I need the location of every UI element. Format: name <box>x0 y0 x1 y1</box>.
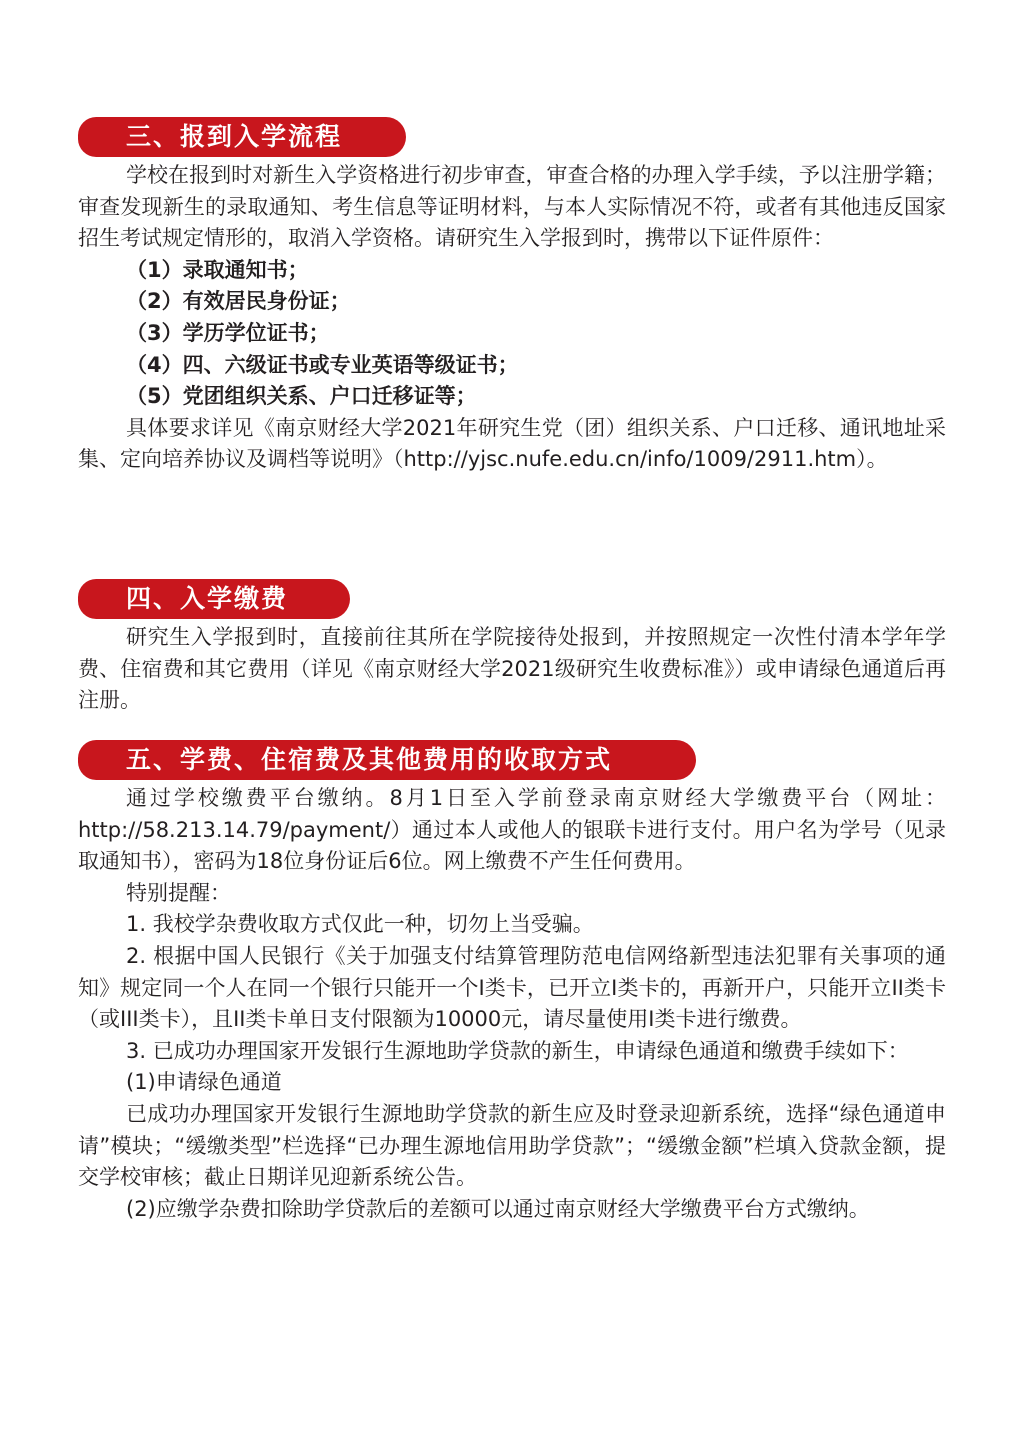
reminder-item: 1. 我校学杂费收取方式仅此一种，切勿上当受骗。 <box>126 912 594 937</box>
section-body <box>78 783 946 1225</box>
section-heading: 三、报到入学流程 <box>78 117 406 157</box>
section-heading: 五、学费、住宿费及其他费用的收取方式 <box>78 740 696 780</box>
reminder-item: 2. 根据中国人民银行《关于加强支付结算管理防范电信网络新型违法犯罪有关事项的通知》规定同一个人在同一个银行只能开一个I类卡，已开立I类卡的，再新开户，只能开立II类卡（或III类卡），且II类卡单日支付限额为10000元，请尽量使用I类卡进行缴费。 <box>78 943 946 1032</box>
section-heading: 四、入学缴费 <box>78 579 350 619</box>
list-item: （4）四、六级证书或专业英语等级证书； <box>126 352 519 377</box>
section-body <box>78 622 946 717</box>
list-item: （5）党团组织关系、户口迁移证等； <box>126 384 477 409</box>
paragraph: 通过学校缴费平台缴纳。8月1日至入学前登录南京财经大学缴费平台（网址：http://58.213.14.79/payment/）通过本人或他人的银联卡进行支付。用户名为学号（见录取通知书），密码为18位身份证后6位。网上缴费不产生任何费用。 <box>78 786 946 874</box>
paragraph: 研究生入学报到时，直接前往其所在学院接待处报到，并按照规定一次性付清本学年学费、住宿费和其它费用（详见《南京财经大学2021级研究生收费标准》）或申请绿色通道后再注册。 <box>78 625 946 713</box>
step-title: (1)申请绿色通道 <box>126 1070 282 1095</box>
reminder-title: 特别提醒： <box>126 880 231 905</box>
paragraph: (2)应缴学杂费扣除助学贷款后的差额可以通过南京财经大学缴费平台方式缴纳。 <box>126 1196 870 1221</box>
list-item: （2）有效居民身份证； <box>126 289 351 314</box>
section-fee-collection <box>0 740 1024 1225</box>
paragraph: 已成功办理国家开发银行生源地助学贷款的新生应及时登录迎新系统，选择“绿色通道申请”模块；“缓缴类型”栏选择“已办理生源地信用助学贷款”；“缓缴金额”栏填入贷款金额，提交学校审核；截止日期详见迎新系统公告。 <box>78 1101 946 1190</box>
paragraph: 具体要求详见《南京财经大学2021年研究生党（团）组织关系、户口迁移、通讯地址采集、定向培养协议及调档等说明》（http://yjsc.nufe.edu.cn/info/1009/2911.htm）。 <box>78 415 946 472</box>
reminder-item: 3. 已成功办理国家开发银行生源地助学贷款的新生，申请绿色通道和缴费手续如下： <box>126 1038 909 1063</box>
section-body <box>78 160 946 476</box>
list-item: （1）录取通知书； <box>126 257 309 282</box>
list-item: （3）学历学位证书； <box>126 320 330 345</box>
section-fee-payment <box>0 579 1024 717</box>
section-enrollment-process <box>0 117 1024 476</box>
paragraph: 学校在报到时对新生入学资格进行初步审查，审查合格的办理入学手续，予以注册学籍；审查发现新生的录取通知、考生信息等证明材料，与本人实际情况不符，或者有其他违反国家招生考试规定情形的，取消入学资格。请研究生入学报到时，携带以下证件原件： <box>78 163 946 251</box>
